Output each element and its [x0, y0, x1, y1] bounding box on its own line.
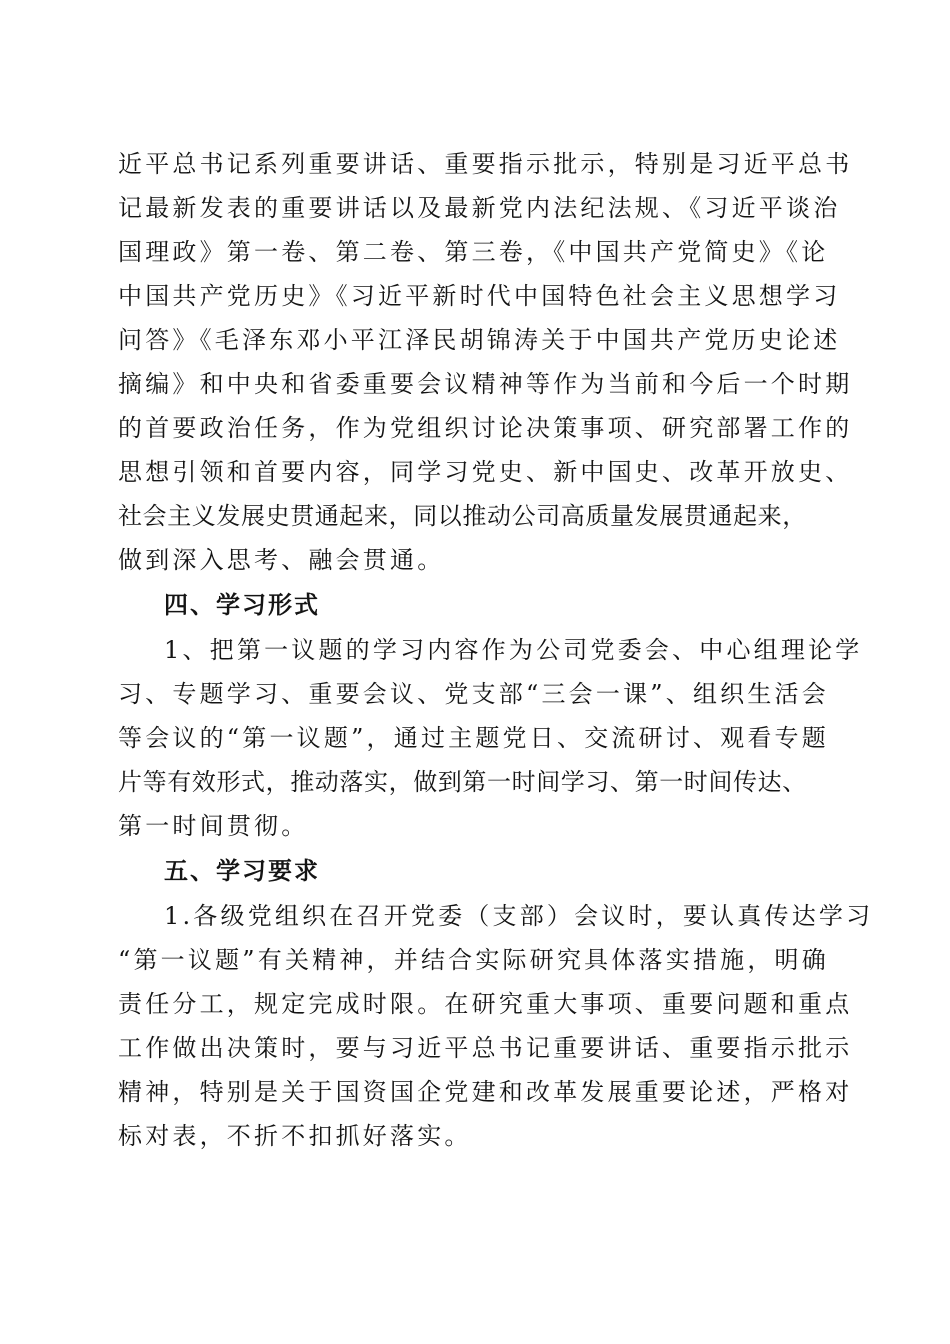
text-line: 片等有效形式，推动落实，做到第一时间学习、第一时间传达、 [118, 768, 807, 796]
text-line: 记最新发表的重要讲话以及最新党内法纪法规、《习近平谈治 [118, 194, 841, 222]
text-line: 习、专题学习、重要会议、党支部“三会一课”、组织生活会 [118, 680, 829, 708]
section-study-format [118, 582, 863, 848]
text-line: 责任分工，规定完成时限。在研究重大事项、重要问题和重点 [118, 990, 853, 1018]
section-heading: 五、学习要求 [164, 857, 320, 885]
document-body [118, 142, 874, 1158]
text-line: 近平总书记系列重要讲话、重要指示批示，特别是习近平总书 [118, 150, 853, 178]
text-line: 第一时间贯彻。 [118, 812, 309, 840]
text-line: 问答》《毛泽东邓小平江泽民胡锦涛关于中国共产党历史论述 [118, 326, 841, 354]
paragraph-continuation [118, 142, 853, 582]
text-line: 的首要政治任务，作为党组织讨论决策事项、研究部署工作的 [118, 414, 853, 442]
text-line: 等会议的“第一议题”，通过主题党日、交流研讨、观看专题 [118, 724, 829, 752]
text-line: 标对表，不折不扣抓好落实。 [118, 1122, 472, 1150]
text-line: “第一议题”有关精神，并结合实际研究具体落实措施，明确 [118, 946, 829, 974]
section-study-requirements [118, 848, 874, 1158]
text-line: 1.各级党组织在召开党委（支部）会议时，要认真传达学习 [164, 902, 874, 930]
text-line: 摘编》和中央和省委重要会议精神等作为当前和今后一个时期 [118, 370, 853, 398]
section-heading: 四、学习形式 [164, 591, 320, 619]
text-line: 国理政》第一卷、第二卷、第三卷，《中国共产党简史》《论 [118, 238, 829, 266]
text-line: 做到深入思考、融会贯通。 [118, 546, 445, 574]
text-line: 1、把第一议题的学习内容作为公司党委会、中心组理论学 [164, 636, 863, 664]
text-line: 精神，特别是关于国资国企党建和改革发展重要论述，严格对 [118, 1078, 853, 1106]
text-line: 工作做出决策时，要与习近平总书记重要讲话、重要指示批示 [118, 1034, 853, 1062]
text-line: 社会主义发展史贯通起来，同以推动公司高质量发展贯通起来， [118, 502, 807, 530]
text-line: 思想引领和首要内容，同学习党史、新中国史、改革开放史、 [118, 458, 853, 486]
text-line: 中国共产党历史》《习近平新时代中国特色社会主义思想学习 [118, 282, 841, 310]
